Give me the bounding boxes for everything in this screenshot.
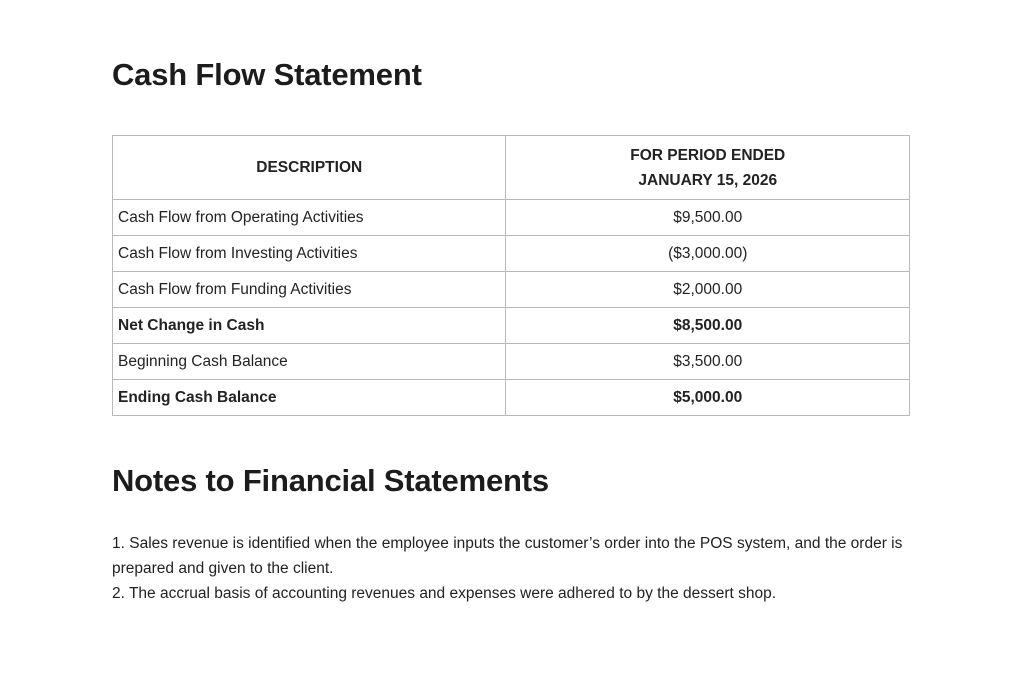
row-label: Ending Cash Balance [113,380,506,416]
row-label: Beginning Cash Balance [113,344,506,380]
row-amount: $2,000.00 [506,272,910,308]
row-amount: ($3,000.00) [506,236,910,272]
period-header-line-2: JANUARY 15, 2026 [638,171,778,189]
period-header [506,136,910,200]
table-row [113,236,910,272]
row-label: Cash Flow from Funding Activities [113,272,506,308]
row-label: Cash Flow from Operating Activities [113,200,506,236]
row-label: Cash Flow from Investing Activities [113,236,506,272]
note-item: 1. Sales revenue is identified when the employee inputs the customer’s order into the POS system, and the order is prepared and given to the client. [112,535,903,577]
table-row [113,272,910,308]
row-amount: $9,500.00 [506,200,910,236]
table-row [113,380,910,416]
row-amount: $3,500.00 [506,344,910,380]
table-row [113,308,910,344]
row-amount: $8,500.00 [506,308,910,344]
cash-flow-table [112,135,910,416]
description-header: DESCRIPTION [113,136,506,200]
table-row [113,200,910,236]
table-header-row [113,136,910,200]
period-header-line-1: FOR PERIOD ENDED [630,146,786,164]
row-label: Net Change in Cash [113,308,506,344]
notes-title: Notes to Financial Statements [112,463,549,498]
row-amount: $5,000.00 [506,380,910,416]
table-row [113,344,910,380]
page-title: Cash Flow Statement [112,57,422,92]
note-item: 2. The accrual basis of accounting revenues and expenses were adhered to by the dessert shop. [112,585,777,602]
notes-list [112,531,910,606]
